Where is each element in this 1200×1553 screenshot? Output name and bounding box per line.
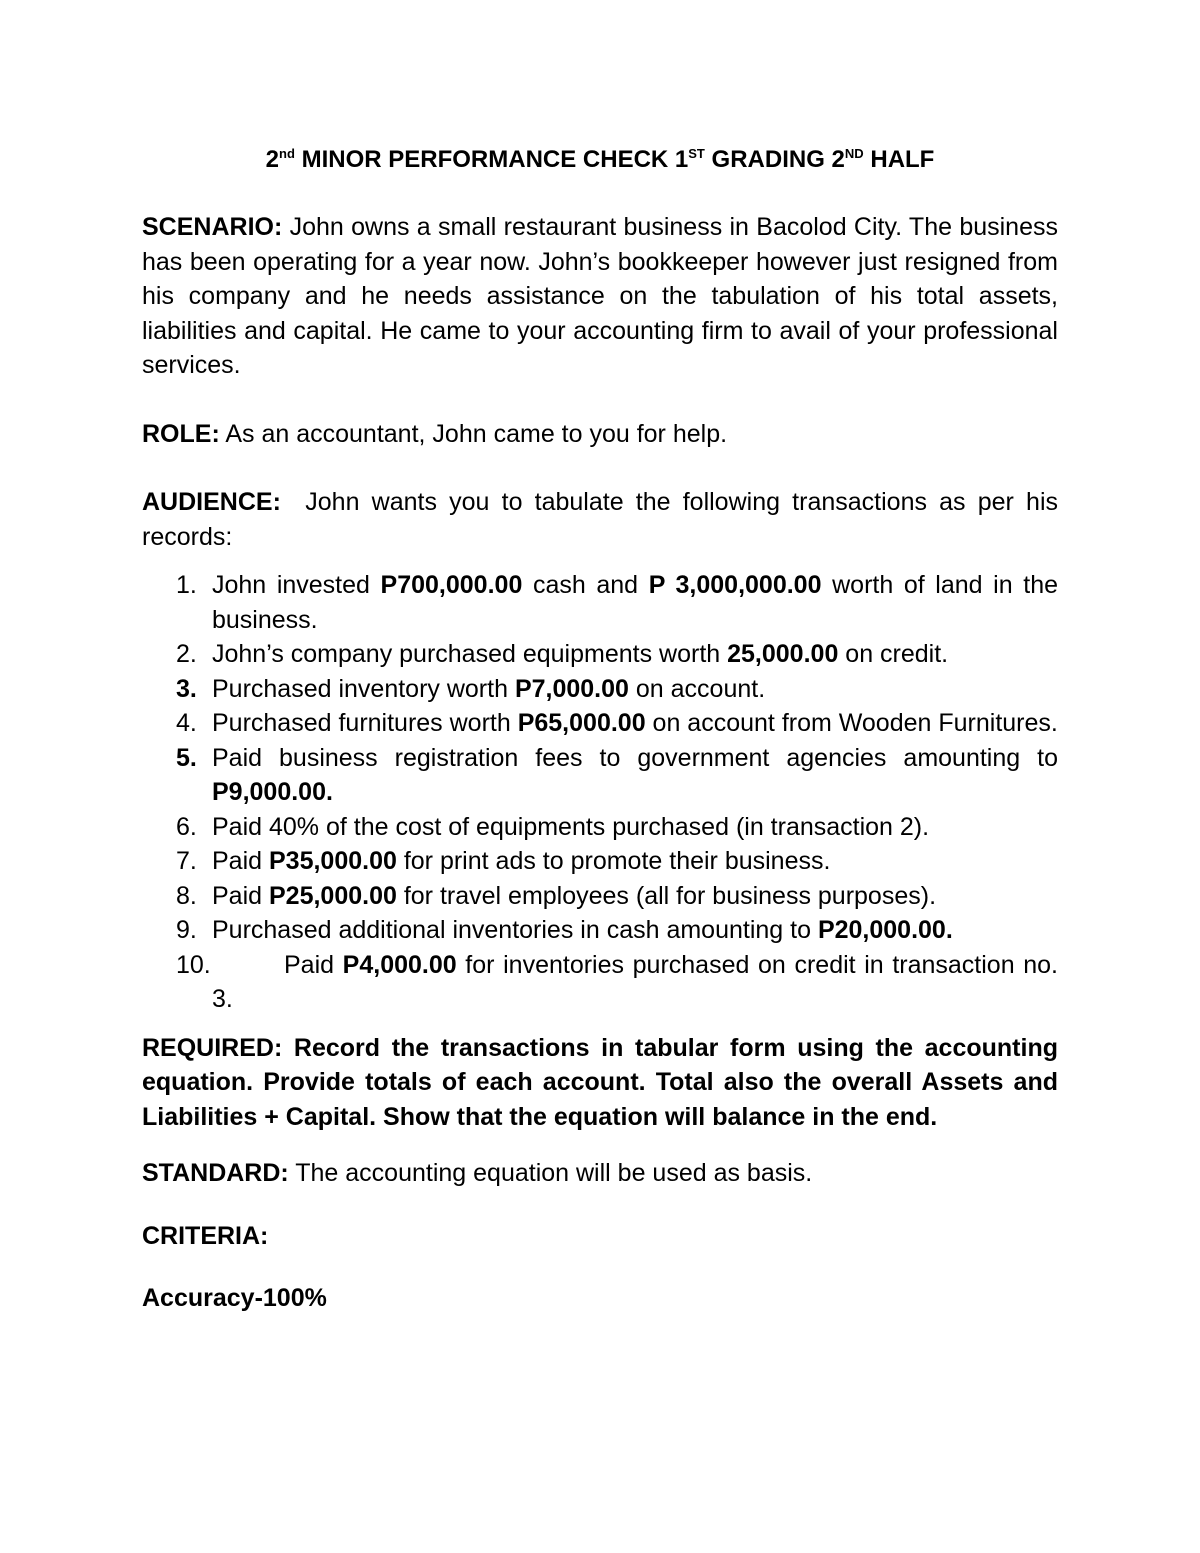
- item-amount: P700,000.00: [380, 571, 523, 599]
- role-label: ROLE:: [142, 419, 220, 448]
- item-text: Paid: [212, 847, 269, 875]
- item-number: 8.: [176, 881, 197, 910]
- title-superscript: nd: [279, 146, 295, 161]
- item-amount: P4,000.00: [342, 950, 457, 979]
- item-number: 6.: [176, 812, 197, 841]
- criteria-heading: CRITERIA:: [142, 1221, 269, 1250]
- item-amount: P20,000.00.: [817, 916, 953, 944]
- item-text: Purchased additional inventories in cash amounting to: [212, 916, 818, 944]
- item-text: John invested: [212, 571, 381, 599]
- item-amount: P7,000.00: [514, 674, 629, 703]
- list-item: [142, 672, 1058, 707]
- scenario-text: John owns a small restaurant business in Bacolod City. The business has been operating for a year now. John’s bookkeeper however just resigned from his company and he needs assistance on the tabulation of his total assets, liabilities and capital. He came to your accounting firm to avail of your professional services.: [142, 213, 1058, 379]
- transaction-list: [142, 568, 1058, 1017]
- item-text: Purchased inventory worth: [212, 674, 515, 703]
- scenario-label: SCENARIO:: [142, 213, 283, 241]
- item-text: John’s company purchased equipments worth: [212, 640, 728, 668]
- role-paragraph: [142, 417, 1058, 452]
- role-text: As an accountant, John came to you for help.: [219, 419, 728, 448]
- item-text: Paid business registration fees to government agencies amounting to: [212, 743, 1058, 772]
- item-amount: P35,000.00: [268, 847, 397, 875]
- list-item: [142, 741, 1058, 810]
- item-text: for print ads to promote their business.: [396, 847, 831, 875]
- item-text: on account from Wooden Furnitures.: [645, 709, 1058, 737]
- standard-paragraph: [142, 1156, 1058, 1191]
- item-text: worth of land in the business.: [212, 571, 1058, 634]
- item-amount: 25,000.00: [727, 640, 839, 668]
- title-text: GRADING 2: [704, 146, 845, 173]
- item-text: Purchased furnitures worth: [212, 709, 518, 737]
- item-amount: P65,000.00: [517, 709, 646, 737]
- item-text: Paid: [212, 881, 269, 910]
- standard-label: STANDARD:: [142, 1159, 289, 1187]
- document-page: [142, 140, 1065, 1316]
- item-number: 10.: [176, 950, 211, 979]
- item-text: Paid 40% of the cost of equipments purchased (in transaction 2).: [212, 812, 930, 841]
- item-number: 7.: [176, 847, 197, 875]
- item-amount: P9,000.00.: [212, 778, 333, 806]
- title-text: 2: [265, 146, 280, 173]
- list-item: [142, 568, 1058, 637]
- item-number: 1.: [176, 571, 197, 599]
- standard-text: The accounting equation will be used as basis.: [288, 1159, 813, 1187]
- title-superscript: ND: [844, 146, 864, 161]
- item-number: 3.: [176, 674, 197, 703]
- item-amount: P 3,000,000.00: [648, 571, 822, 599]
- item-number: 5.: [176, 743, 197, 772]
- title-text: MINOR PERFORMANCE CHECK 1: [294, 146, 689, 173]
- document-title: [142, 140, 1058, 180]
- item-text: cash and: [522, 571, 649, 599]
- title-superscript: ST: [688, 146, 705, 161]
- audience-label: AUDIENCE:: [142, 488, 281, 516]
- audience-text: John wants you to tabulate the following transactions as per his records:: [142, 488, 1065, 551]
- item-amount: P25,000.00: [268, 881, 397, 910]
- audience-paragraph: [142, 485, 1065, 554]
- required-paragraph: REQUIRED: Record the transactions in tabular form using the accounting equation. Provide totals of each account. Total also the overall Assets and Liabilities + Capital. Show that the equation will balance in the end.: [142, 1033, 1058, 1131]
- item-text: Paid: [284, 950, 343, 979]
- item-text: on credit.: [838, 640, 949, 668]
- item-text: on account.: [628, 674, 766, 703]
- list-item: [142, 706, 1058, 741]
- criteria-accuracy: Accuracy-100%: [142, 1284, 327, 1312]
- list-item: [142, 637, 1058, 672]
- list-item: [142, 948, 1058, 1017]
- scenario-paragraph: [142, 210, 1058, 383]
- item-number: 4.: [176, 709, 197, 737]
- item-number: 9.: [176, 916, 197, 944]
- list-item: [142, 844, 1058, 879]
- item-text: for travel employees (all for business purposes).: [396, 881, 937, 910]
- list-item: [142, 879, 1058, 914]
- list-item: [142, 913, 1058, 948]
- item-text: for inventories purchased on credit in transaction no. 3.: [212, 950, 1058, 1013]
- list-item: [142, 810, 1058, 845]
- item-number: 2.: [176, 640, 197, 668]
- title-text: HALF: [863, 146, 935, 173]
